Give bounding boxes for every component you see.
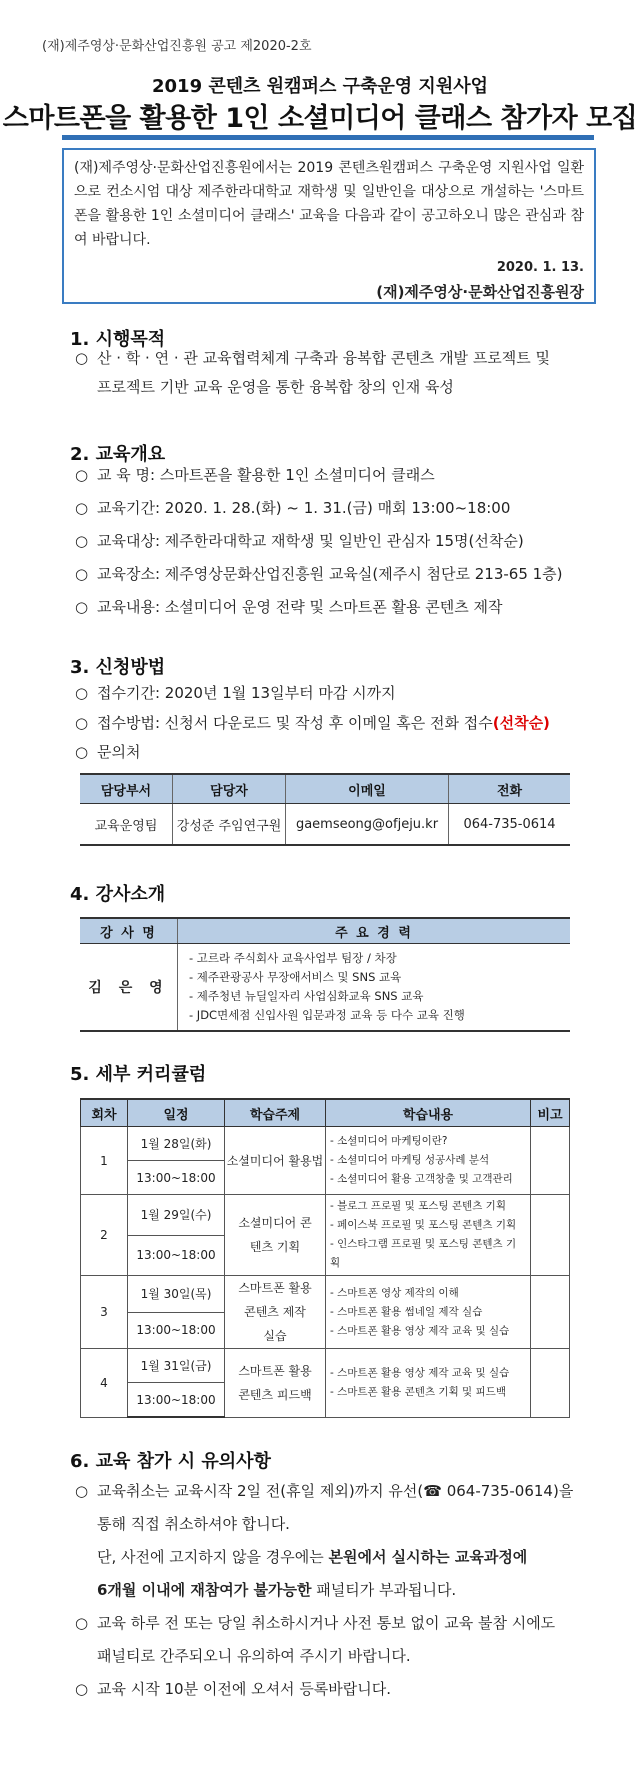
s2-item: ○ 교육대상: 제주한라대학교 재학생 및 일반인 관심자 15명(선착순) — [75, 526, 595, 556]
circle-bullet-icon: ○ — [75, 1614, 89, 1632]
intro-text: (재)제주영상·문화산업진흥원에서는 2019 콘텐츠원캠퍼스 구축운영 지원사업 일환으로 컨소시엄 대상 제주한라대학교 재학생 및 일반인을 대상으로 개설하는 '스마트폰을 활용한 1인 소셜미디어 클래스' 교육을 다음과 같이 공고하오니 많은 관심과 참여 바랍니다. — [74, 160, 584, 248]
s1-continuation: 프로젝트 기반 교육 운영을 통한 융복합 창의 인재 육성 — [97, 378, 454, 396]
s6-cancel-1: ○ 교육취소는 교육시작 2일 전(휴일 제외)까지 유선(☎ 064-735-0614)을 — [75, 1475, 595, 1508]
session-time: 13:00~18:00 — [128, 1312, 225, 1349]
circle-bullet-icon: ○ — [75, 565, 89, 583]
intro-date: 2020. 1. 13. — [496, 260, 584, 275]
session-time: 13:00~18:00 — [128, 1161, 225, 1195]
curriculum-header: 비고 — [531, 1099, 570, 1127]
intro-org: (재)제주영상·문화산업진흥원장 — [376, 283, 584, 301]
circle-bullet-icon: ○ — [75, 349, 89, 367]
session-time: 13:00~18:00 — [128, 1235, 225, 1276]
contact-email[interactable]: gaemseong@ofjeju.kr — [286, 804, 449, 846]
instructor-table — [80, 917, 570, 1032]
session-content: - 소셜미디어 마케팅이란? - 소셜미디어 마케팅 성공사례 분석 - 소셜미디어 활용 고객창출 및 고객관리 — [326, 1127, 531, 1195]
title-underline — [62, 135, 594, 140]
contact-header: 이메일 — [286, 774, 449, 804]
s6-absent-2: 패널티로 간주되오니 유의하여 주시기 바랍니다. — [97, 1647, 411, 1665]
session-no: 3 — [81, 1276, 128, 1349]
session-note — [531, 1349, 570, 1418]
session-note — [531, 1276, 570, 1349]
instructor-career — [178, 944, 571, 1032]
circle-bullet-icon: ○ — [75, 743, 89, 761]
s2-item: ○ 교육기간: 2020. 1. 28.(화) ~ 1. 31.(금) 매회 13:00~18:00 — [75, 493, 595, 523]
session-content: - 스마트폰 활용 영상 제작 교육 및 실습 - 스마트폰 활용 콘텐츠 기획 및 피드백 — [326, 1349, 531, 1418]
page-title: 스마트폰을 활용한 1인 소셜미디어 클래스 참가자 모집 — [2, 103, 638, 134]
s6-cancel-2: 통해 직접 취소하셔야 합니다. — [97, 1515, 290, 1533]
instructor-name: 김 은 영 — [80, 944, 178, 1032]
s3-contact-label: ○ 문의처 — [75, 737, 595, 767]
s3-method: ○ 접수방법: 신청서 다운로드 및 작성 후 이메일 혹은 전화 접수(선착순) — [75, 708, 595, 738]
s2-item: ○ 교 육 명: 스마트폰을 활용한 1인 소셜미디어 클래스 — [75, 460, 595, 490]
table-row — [80, 944, 570, 1032]
session-no: 1 — [81, 1127, 128, 1195]
session-topic: 스마트폰 활용 콘텐츠 제작 실습 — [225, 1276, 326, 1349]
s2-item: ○ 교육장소: 제주영상문화산업진흥원 교육실(제주시 첨단로 213-65 1층) — [75, 559, 595, 589]
circle-bullet-icon: ○ — [75, 466, 89, 484]
curriculum-header: 학습주제 — [225, 1099, 326, 1127]
table-row — [81, 1349, 570, 1383]
s3-period: ○ 접수기간: 2020년 1월 13일부터 마감 시까지 — [75, 678, 595, 708]
s6-arrive: ○ 교육 시작 10분 이전에 오셔서 등록바랍니다. — [75, 1673, 595, 1706]
contact-header: 전화 — [449, 774, 571, 804]
instructor-header: 강 사 명 — [80, 918, 178, 944]
s6-cancel-3: 단, 사전에 고지하지 않을 경우에는 본원에서 실시하는 교육과정에 — [97, 1548, 528, 1566]
section-6-title: 6. 교육 참가 시 유의사항 — [70, 1451, 271, 1472]
table-row — [80, 804, 570, 846]
circle-bullet-icon: ○ — [75, 714, 89, 732]
session-topic: 소셜미디어 콘텐츠 기획 — [225, 1195, 326, 1276]
table-row — [81, 1127, 570, 1161]
contact-person: 강성준 주임연구원 — [173, 804, 286, 846]
session-content: - 블로그 프로필 및 포스팅 콘텐츠 기획 - 페이스북 프로필 및 포스팅 콘텐츠 기획 - 인스타그램 프로필 및 포스팅 콘텐츠 기획 — [326, 1195, 531, 1276]
circle-bullet-icon: ○ — [75, 532, 89, 550]
session-no: 4 — [81, 1349, 128, 1418]
curriculum-table — [80, 1098, 570, 1418]
list-item: - JDC면세점 신입사원 입문과정 교육 등 다수 교육 진행 — [189, 1008, 465, 1022]
first-come-badge: (선착순) — [492, 714, 550, 732]
session-date: 1월 31일(금) — [128, 1349, 225, 1383]
s2-item: ○ 교육내용: 소셜미디어 운영 전략 및 스마트폰 활용 콘텐츠 제작 — [75, 592, 595, 622]
contact-header: 담당자 — [173, 774, 286, 804]
session-time: 13:00~18:00 — [128, 1383, 225, 1418]
list-item: - 고르라 주식회사 교육사업부 팀장 / 차장 — [189, 951, 397, 965]
curriculum-header: 일정 — [128, 1099, 225, 1127]
session-date: 1월 28일(화) — [128, 1127, 225, 1161]
subtitle: 2019 콘텐츠 원캠퍼스 구축운영 지원사업 — [152, 76, 488, 97]
list-item: - 제주청년 뉴딜일자리 사업심화교육 SNS 교육 — [189, 989, 424, 1003]
s6-absent-1: ○ 교육 하루 전 또는 당일 취소하시거나 사전 통보 없이 교육 불참 시에도 — [75, 1607, 595, 1640]
instructor-header: 주 요 경 력 — [178, 918, 571, 944]
curriculum-header: 학습내용 — [326, 1099, 531, 1127]
list-item: - 제주관광공사 무장애서비스 및 SNS 교육 — [189, 970, 402, 984]
intro-box — [62, 148, 596, 304]
contact-table — [80, 773, 570, 846]
session-note — [531, 1195, 570, 1276]
circle-bullet-icon: ○ — [75, 1680, 89, 1698]
s1-bullet: ○ 산 · 학 · 연 · 관 교육협력체계 구축과 융복합 콘텐츠 개발 프로젝트 및 — [75, 343, 595, 373]
session-date: 1월 29일(수) — [128, 1195, 225, 1236]
session-note — [531, 1127, 570, 1195]
contact-phone: 064-735-0614 — [449, 804, 571, 846]
circle-bullet-icon: ○ — [75, 1482, 89, 1500]
section-4-title: 4. 강사소개 — [70, 884, 166, 905]
s6-cancel-4: 6개월 이내에 재참여가 불가능한 패널티가 부과됩니다. — [97, 1581, 457, 1599]
session-topic: 스마트폰 활용 콘텐츠 피드백 — [225, 1349, 326, 1418]
table-row — [81, 1276, 570, 1313]
contact-dept: 교육운영팀 — [80, 804, 173, 846]
session-date: 1월 30일(목) — [128, 1276, 225, 1313]
contact-header: 담당부서 — [80, 774, 173, 804]
section-5-title: 5. 세부 커리큘럼 — [70, 1064, 207, 1085]
table-row — [81, 1195, 570, 1236]
section-2-title: 2. 교육개요 — [70, 444, 166, 465]
section-1-title: 1. 시행목적 — [70, 329, 166, 350]
session-no: 2 — [81, 1195, 128, 1276]
section-3-title: 3. 신청방법 — [70, 657, 166, 678]
circle-bullet-icon: ○ — [75, 684, 89, 702]
circle-bullet-icon: ○ — [75, 499, 89, 517]
session-content: - 스마트폰 영상 제작의 이해 - 스마트폰 활용 썸네일 제작 실습 - 스마트폰 활용 영상 제작 교육 및 실습 — [326, 1276, 531, 1349]
curriculum-header: 회차 — [81, 1099, 128, 1127]
circle-bullet-icon: ○ — [75, 598, 89, 616]
notice-number: (재)제주영상·문화산업진흥원 공고 제2020-2호 — [42, 39, 312, 54]
session-topic: 소셜미디어 활용법 — [225, 1127, 326, 1195]
